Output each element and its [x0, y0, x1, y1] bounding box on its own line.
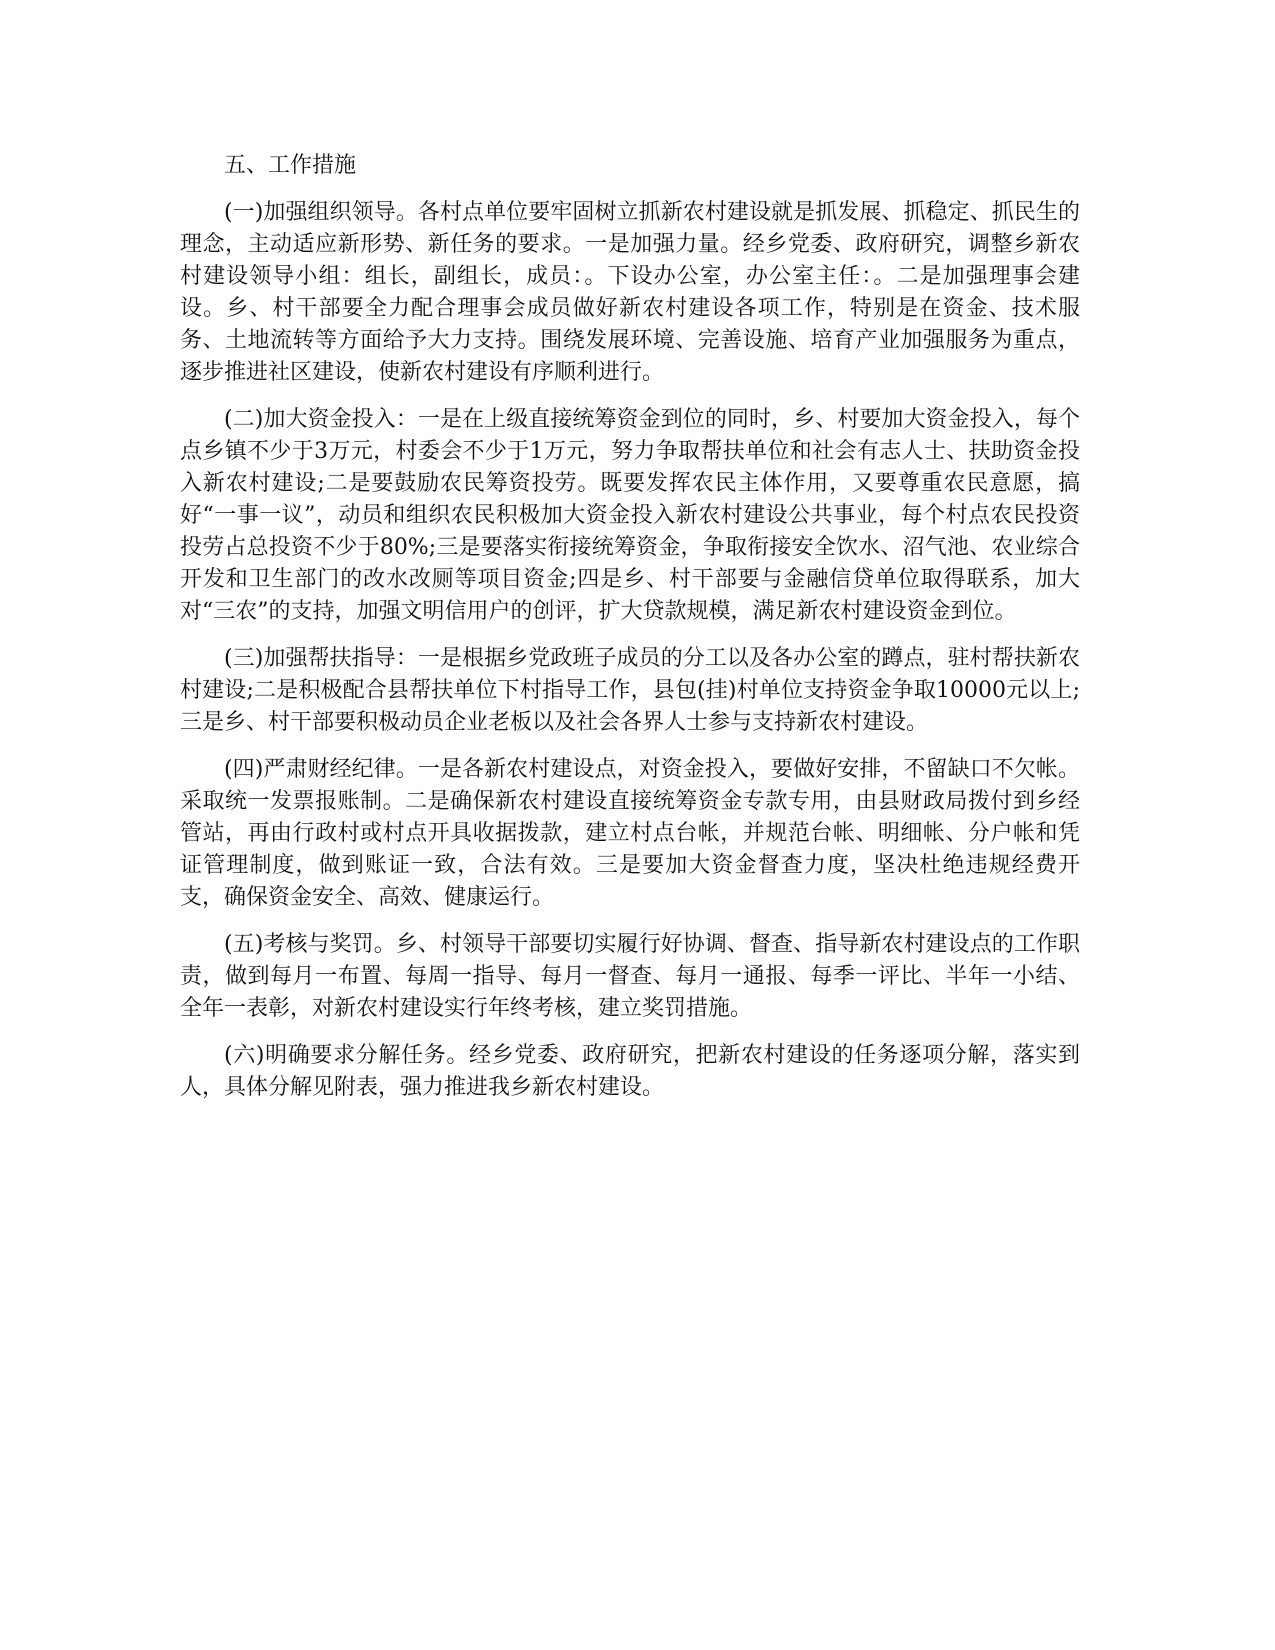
section-heading: 五、工作措施 [224, 153, 357, 178]
paragraph-task-breakdown: (六)明确要求分解任务。经乡党委、政府研究，把新农村建设的任务逐项分解，落实到人，具体分解见附表，强力推进我乡新农村建设。 [180, 1043, 1080, 1100]
paragraph-assistance-guidance: (三)加强帮扶指导：一是根据乡党政班子成员的分工以及各办公室的蹲点，驻村帮扶新农村建设;二是积极配合县帮扶单位下村指导工作，县包(挂)村单位支持资金争取10000元以上;三是乡、村干部要积极动员企业老板以及社会各界人士参与支持新农村建设。 [180, 646, 1080, 735]
paragraph-funding-investment: (二)加大资金投入：一是在上级直接统筹资金到位的同时，乡、村要加大资金投入，每个点乡镇不少于3万元，村委会不少于1万元，努力争取帮扶单位和社会有志人士、扶助资金投入新农村建设;二是要鼓励农民筹资投劳。既要发挥农民主体作用，又要尊重农民意愿，搞好“一事一议”，动员和组织农民积极加大资金投入新农村建设公共事业，每个村点农民投资投劳占总投资不少于80%;三是要落实衔接统筹资金，争取衔接安全饮水、沼气池、农业综合开发和卫生部门的改水改厕等项目资金;四是乡、村干部要与金融信贷单位取得联系，加大对“三农”的支持，加强文明信用户的创评，扩大贷款规模，满足新农村建设资金到位。 [180, 407, 1080, 624]
document-body [180, 150, 1080, 1119]
paragraph-organization-leadership: (一)加强组织领导。各村点单位要牢固树立抓新农村建设就是抓发展、抓稳定、抓民生的理念，主动适应新形势、新任务的要求。一是加强力量。经乡党委、政府研究，调整乡新农村建设领导小组：组长，副组长，成员：。下设办公室，办公室主任：。二是加强理事会建设。乡、村干部要全力配合理事会成员做好新农村建设各项工作，特别是在资金、技术服务、土地流转等方面给予大力支持。围绕发展环境、完善设施、培育产业加强服务为重点，逐步推进社区建设，使新农村建设有序顺利进行。 [180, 200, 1080, 385]
paragraph-financial-discipline: (四)严肃财经纪律。一是各新农村建设点，对资金投入，要做好安排，不留缺口不欠帐。采取统一发票报账制。二是确保新农村建设直接统筹资金专款专用，由县财政局拨付到乡经管站，再由行政村或村点开具收据拨款，建立村点台帐，并规范台帐、明细帐、分户帐和凭证管理制度，做到账证一致，合法有效。三是要加大资金督查力度，坚决杜绝违规经费开支，确保资金安全、高效、健康运行。 [180, 757, 1080, 910]
paragraph-assessment-rewards: (五)考核与奖罚。乡、村领导干部要切实履行好协调、督查、指导新农村建设点的工作职责，做到每月一布置、每周一指导、每月一督查、每月一通报、每季一评比、半年一小结、全年一表彰，对新农村建设实行年终考核，建立奖罚措施。 [180, 932, 1080, 1021]
